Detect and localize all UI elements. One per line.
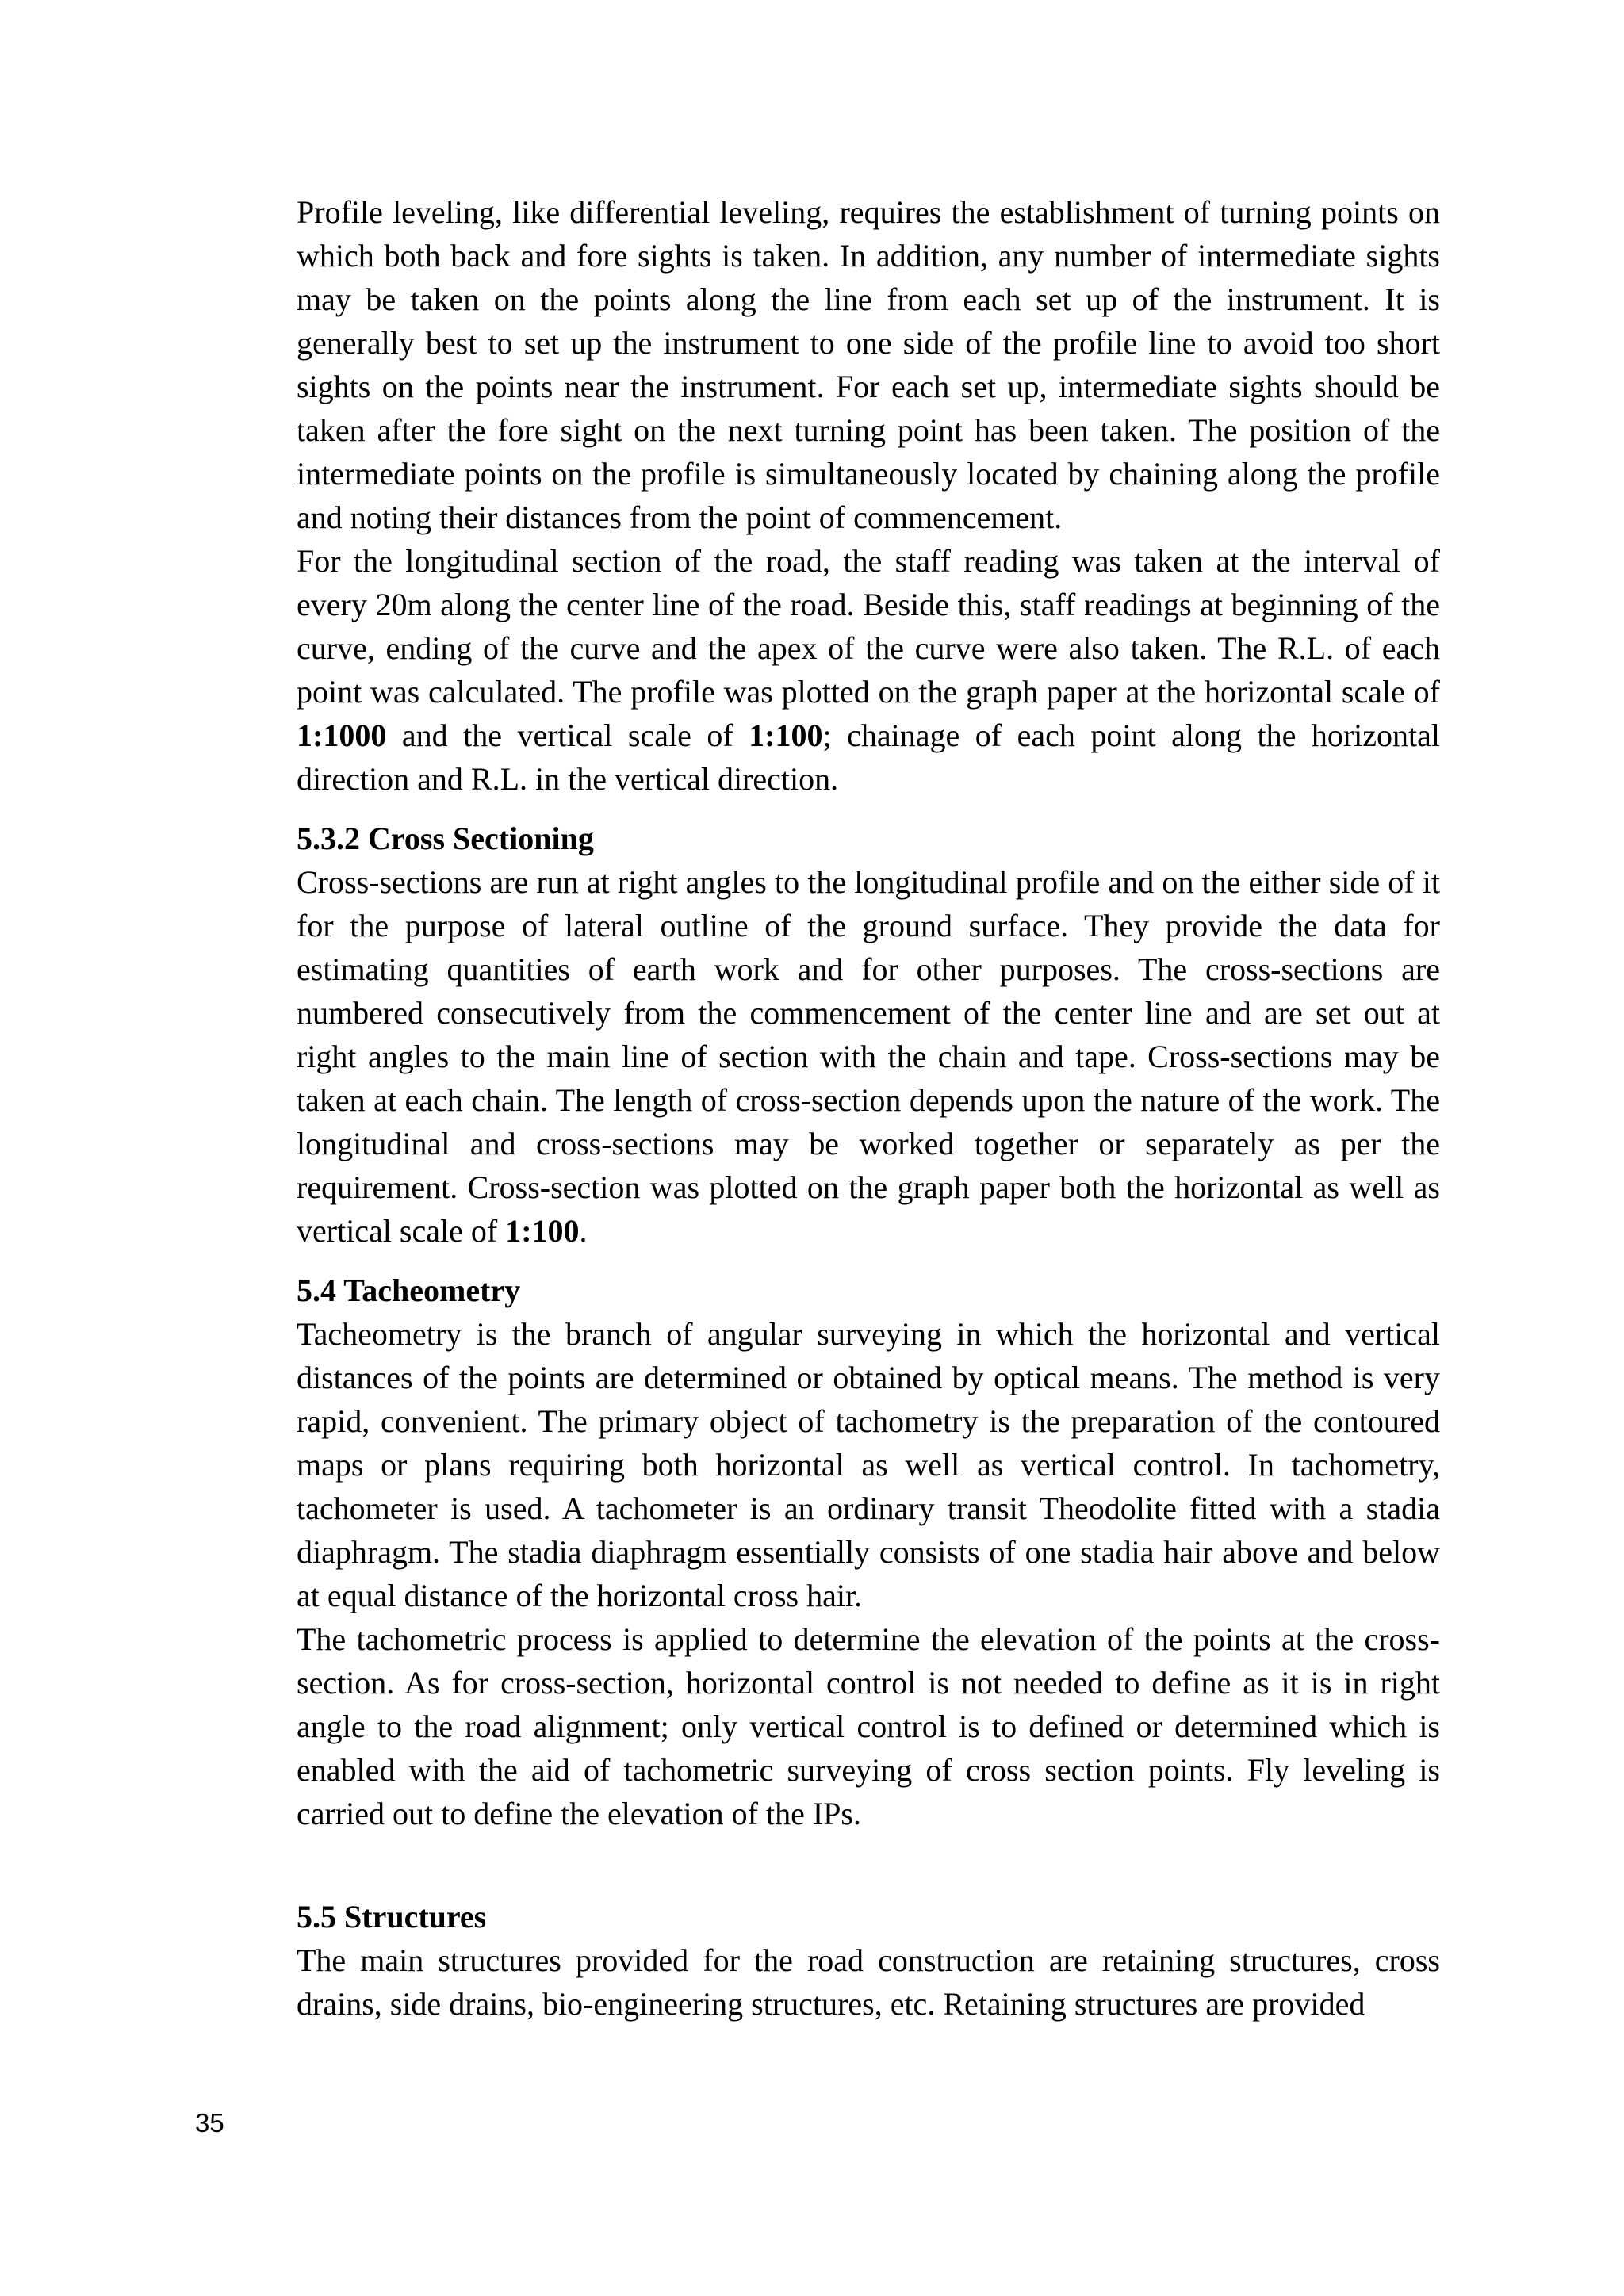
paragraph-tacheometry: Tacheometry is the branch of angular surveying in which the horizontal and vertical distances of the points are determined or obtained by optical means. The method is very rapid, convenient. The primary object of tachometry is the preparation of the contoured maps or plans requiring both horizontal as well as vertical control. In tachometry, tachometer is used. A tachometer is an ordinary transit Theodolite fitted with a stadia diaphragm. The stadia diaphragm essentially consists of one stadia hair above and below at equal distance of the horizontal cross hair. bbox=[297, 1316, 1440, 1613]
paragraph-cross-sectioning bbox=[297, 860, 1440, 1253]
text-run: ; chainage of each point along the horizontal direction and R.L. in the vertical direction. bbox=[297, 718, 1440, 797]
paragraph-profile-leveling: Profile leveling, like differential leveling, requires the establishment of turning points on which both back and fore sights is taken. In addition, any number of intermediate sights may be taken on the points along the line from each set up of the instrument. It is generally best to set up the instrument to one side of the profile line to avoid too short sights on the points near the instrument. For each set up, intermediate sights should be taken after the fore sight on the next turning point has been taken. The position of the intermediate points on the profile is simultaneously located by chaining along the profile and noting their distances from the point of commencement. bbox=[297, 194, 1440, 535]
page-number: 35 bbox=[195, 2108, 224, 2137]
cross-section-scale-value: 1:100 bbox=[505, 1213, 580, 1249]
spacer bbox=[297, 1253, 1440, 1269]
vertical-scale-value: 1:100 bbox=[749, 718, 823, 753]
heading-structures: 5.5 Structures bbox=[297, 1899, 487, 1934]
text-run: For the longitudinal section of the road, the staff reading was taken at the interval of every 20m along the center line of the road. Beside this, staff readings at beginning of the curve, ending of the curve and the apex of the curve were also taken. The R.L. of each point was calculated. The profile was plotted on the graph paper at the horizontal scale of bbox=[297, 543, 1440, 710]
spacer bbox=[297, 1835, 1440, 1895]
heading-cross-sectioning: 5.3.2 Cross Sectioning bbox=[297, 821, 594, 856]
heading-tacheometry: 5.4 Tacheometry bbox=[297, 1272, 521, 1308]
page-content bbox=[297, 190, 1440, 2026]
horizontal-scale-value: 1:1000 bbox=[297, 718, 387, 753]
paragraph-tachometric-process: The tachometric process is applied to determine the elevation of the points at the cross-section. As for cross-section, horizontal control is not needed to define as it is in right angle to the road alignment; only vertical control is to defined or determined which is enabled with the aid of tachometric surveying of cross section points. Fly leveling is carried out to define the elevation of the IPs. bbox=[297, 1621, 1440, 1831]
paragraph-longitudinal-section bbox=[297, 539, 1440, 801]
spacer bbox=[297, 801, 1440, 817]
text-run: Cross-sections are run at right angles to the longitudinal profile and on the either side of it for the purpose of lateral outline of the ground surface. They provide the data for estimating quantities of earth work and for other purposes. The cross-sections are numbered consecutively from the commencement of the center line and are set out at right angles to the main line of section with the chain and tape. Cross-sections may be taken at each chain. The length of cross-section depends upon the nature of the work. The longitudinal and cross-sections may be worked together or separately as per the requirement. Cross-section was plotted on the graph paper both the horizontal as well as vertical scale of bbox=[297, 864, 1440, 1249]
text-run: and the vertical scale of bbox=[386, 718, 749, 753]
text-run: . bbox=[579, 1213, 588, 1249]
paragraph-structures: The main structures provided for the road construction are retaining structures, cross drains, side drains, bio-engineering structures, etc. Retaining structures are provided bbox=[297, 1942, 1440, 2022]
